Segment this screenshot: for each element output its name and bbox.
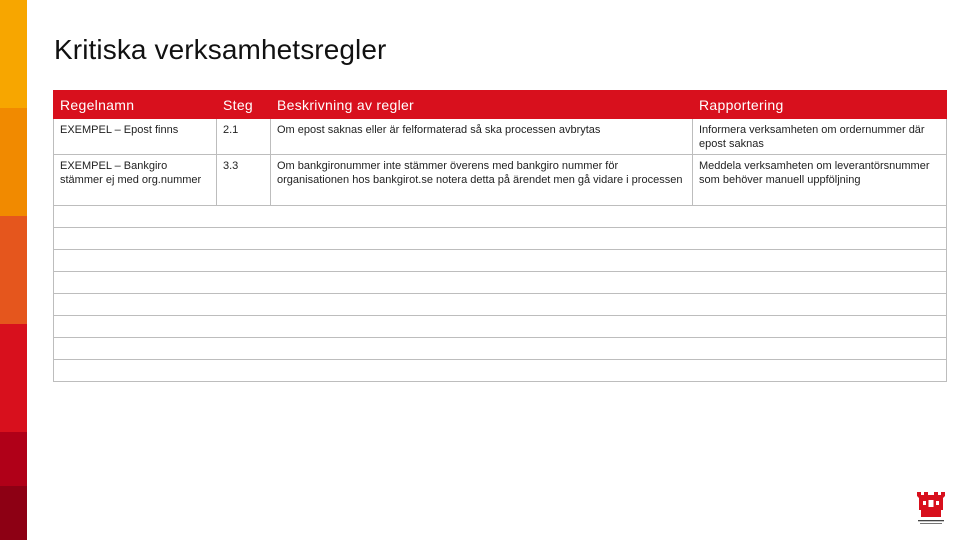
page-title: Kritiska verksamhetsregler bbox=[54, 34, 387, 65]
cell-step: 2.1 bbox=[217, 119, 271, 155]
table-row-empty bbox=[54, 338, 947, 360]
accent-side-bar bbox=[0, 0, 27, 540]
table-header-row bbox=[54, 91, 947, 119]
table-row bbox=[54, 119, 947, 155]
cell-rule-name: EXEMPEL – Epost finns bbox=[54, 119, 217, 155]
accent-segment-2 bbox=[0, 108, 27, 216]
rules-table bbox=[53, 90, 947, 382]
table-row-empty bbox=[54, 228, 947, 250]
table-row-empty bbox=[54, 272, 947, 294]
empty-cell bbox=[54, 272, 947, 294]
column-header-description: Beskrivning av regler bbox=[271, 91, 693, 119]
column-header-rule-name: Regelnamn bbox=[54, 91, 217, 119]
empty-cell bbox=[54, 250, 947, 272]
accent-segment-1 bbox=[0, 0, 27, 108]
table-row-empty bbox=[54, 294, 947, 316]
column-header-reporting: Rapportering bbox=[693, 91, 947, 119]
table-row bbox=[54, 155, 947, 206]
empty-cell bbox=[54, 338, 947, 360]
cell-description: Om epost saknas eller är felformaterad så ska processen avbrytas bbox=[271, 119, 693, 155]
cell-reporting: Meddela verksamheten om leverantörsnummer som behöver manuell uppföljning bbox=[693, 155, 947, 206]
empty-cell bbox=[54, 206, 947, 228]
cell-description: Om bankgironummer inte stämmer överens med bankgiro nummer för organisationen hos bankgirot.se notera detta på ärendet men gå vidare i processen bbox=[271, 155, 693, 206]
accent-segment-6 bbox=[0, 486, 27, 540]
accent-segment-3 bbox=[0, 216, 27, 324]
table-row-empty bbox=[54, 360, 947, 382]
table-row-empty bbox=[54, 316, 947, 338]
cell-reporting: Informera verksamheten om ordernummer där epost saknas bbox=[693, 119, 947, 155]
table-row-empty bbox=[54, 250, 947, 272]
city-crest-icon bbox=[912, 490, 950, 530]
table-row-empty bbox=[54, 206, 947, 228]
empty-cell bbox=[54, 316, 947, 338]
accent-segment-4 bbox=[0, 324, 27, 432]
column-header-step: Steg bbox=[217, 91, 271, 119]
cell-step: 3.3 bbox=[217, 155, 271, 206]
cell-rule-name: EXEMPEL – Bankgiro stämmer ej med org.nummer bbox=[54, 155, 217, 206]
accent-segment-5 bbox=[0, 432, 27, 486]
empty-cell bbox=[54, 228, 947, 250]
empty-cell bbox=[54, 360, 947, 382]
empty-cell bbox=[54, 294, 947, 316]
